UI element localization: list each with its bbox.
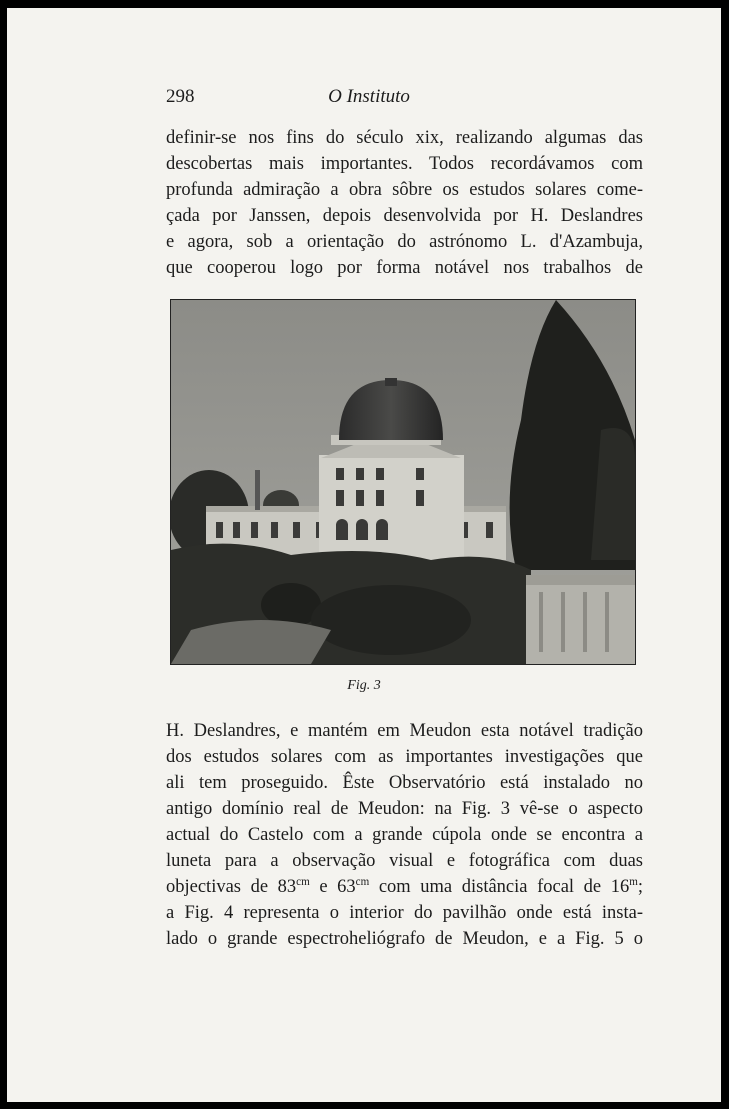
running-title: O Instituto [328, 86, 410, 107]
text-line [166, 874, 643, 900]
unit-superscript: m [629, 875, 638, 888]
text-segment: com uma distância focal de 16 [369, 877, 630, 897]
text-line: luneta para a observação visual e fotográfica com duas [166, 851, 643, 871]
text-line: actual do Castelo com a grande cúpola onde se encontra a [166, 825, 643, 845]
figure-caption: Fig. 3 [347, 678, 381, 693]
document-page [7, 8, 721, 1102]
text-line: profunda admiração a obra sôbre os estudos solares come- [166, 180, 643, 200]
observatory-photo [170, 299, 636, 665]
observatory-photo-icon [171, 300, 635, 664]
text-line: definir-se nos fins do século xix, realizando algumas das [166, 128, 643, 148]
text-line: antigo domínio real de Meudon: na Fig. 3 vê-se o aspecto [166, 799, 643, 819]
text-line: ali tem proseguido. Êste Observatório está instalado no [166, 773, 643, 793]
text-line: que cooperou logo por forma notável nos trabalhos de [166, 258, 643, 278]
page-number: 298 [166, 86, 195, 107]
text-line: H. Deslandres, e mantém em Meudon esta notável tradição [166, 721, 643, 741]
text-line: dos estudos solares com as importantes investigações que [166, 747, 643, 767]
text-line: e agora, sob a orientação do astrónomo L. d'Azambuja, [166, 232, 643, 252]
text-segment: ; [637, 877, 643, 897]
text-line: a Fig. 4 representa o interior do pavilhão onde está insta- [166, 903, 643, 923]
text-line: çada por Janssen, depois desenvolvida por H. Deslandres [166, 206, 643, 226]
unit-superscript: cm [355, 875, 370, 888]
paragraph-2 [166, 718, 643, 952]
page-header [7, 86, 721, 116]
text-line: lado o grande espectroheliógrafo de Meudon, e a Fig. 5 o [166, 929, 643, 949]
text-segment: objectivas de 83 [166, 877, 297, 897]
unit-superscript: cm [296, 875, 310, 888]
text-segment: e 63 [309, 877, 356, 897]
paragraph-1 [166, 125, 643, 281]
text-line: descobertas mais importantes. Todos recordávamos com [166, 154, 643, 174]
